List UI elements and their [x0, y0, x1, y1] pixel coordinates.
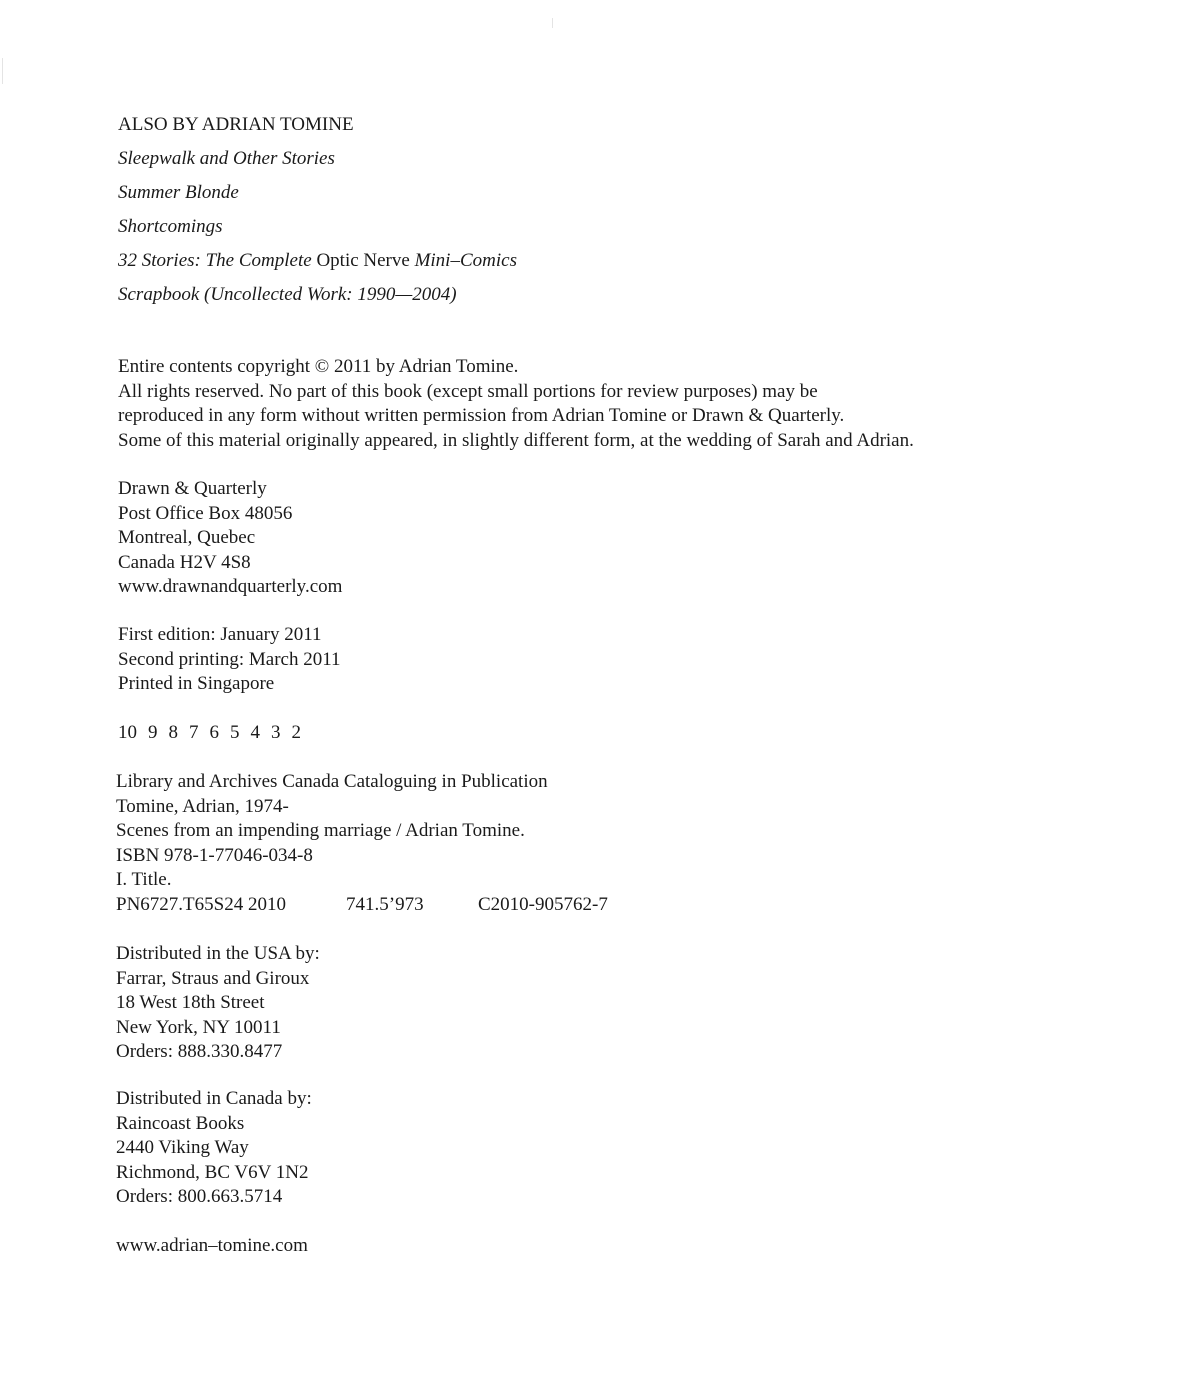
- book-title: Shortcomings: [118, 216, 223, 237]
- edition-line: Second printing: March 2011: [118, 648, 341, 670]
- cip-line: Tomine, Adrian, 1974-: [116, 795, 289, 817]
- printer-key: [118, 721, 312, 746]
- distributor-heading: Distributed in Canada by:: [116, 1088, 312, 1109]
- printing-number: 8: [168, 722, 178, 743]
- printing-number: 7: [189, 722, 199, 743]
- cip-line: Scenes from an impending marriage / Adrian Tomine.: [116, 820, 525, 841]
- distributor-heading: Distributed in the USA by:: [116, 943, 320, 964]
- book-title: [118, 248, 517, 274]
- distributor-name: Farrar, Straus and Giroux: [116, 967, 310, 989]
- copyright-line: Entire contents copyright © 2011 by Adrian Tomine.: [118, 356, 519, 377]
- printing-number: 3: [271, 722, 281, 743]
- scan-edge-mark: [2, 58, 3, 84]
- printing-number: 6: [209, 722, 219, 743]
- book-title-part: 32 Stories: The Complete: [118, 250, 312, 271]
- copyright-notice: [118, 355, 914, 453]
- cip-line: Library and Archives Canada Cataloguing in Publication: [116, 771, 548, 792]
- publisher-address: [118, 477, 342, 600]
- printing-number: 4: [250, 722, 260, 743]
- scan-speck: [552, 18, 553, 28]
- printing-number: 5: [230, 722, 240, 743]
- publisher-website: www.drawnandquarterly.com: [118, 576, 343, 597]
- book-title-roman-part: Optic Nerve: [316, 250, 410, 271]
- printing-number: 2: [291, 722, 301, 743]
- call-numbers: [116, 893, 608, 918]
- copyright-line: reproduced in any form without written permission from Adrian Tomine or Drawn & Quarterly.: [118, 405, 845, 426]
- distributor-name: Raincoast Books: [116, 1112, 245, 1134]
- cip-line: I. Title.: [116, 869, 172, 890]
- distributor-usa: [116, 942, 320, 1065]
- address-line: Richmond, BC V6V 1N2: [116, 1161, 309, 1183]
- edition-line: First edition: January 2011: [118, 624, 322, 645]
- copyright-line: All rights reserved. No part of this book (except small portions for review purposes) may be: [118, 380, 818, 402]
- book-title-part: Mini–Comics: [414, 250, 517, 271]
- isbn: ISBN 978-1-77046-034-8: [116, 844, 313, 866]
- book-title: Sleepwalk and Other Stories: [118, 148, 335, 169]
- orders-phone: Orders: 888.330.8477: [116, 1041, 283, 1062]
- cataloguing-in-publication: [116, 770, 608, 917]
- website-url: www.adrian–tomine.com: [116, 1235, 308, 1256]
- copyright-line: Some of this material originally appeared, in slightly different form, at the wedding of Sarah and Adrian.: [118, 429, 914, 451]
- edition-info: [118, 623, 341, 697]
- call-number: PN6727.T65S24 2010: [116, 893, 286, 915]
- book-title: Summer Blonde: [118, 182, 239, 203]
- printing-number: 9: [148, 722, 158, 743]
- printing-number: 10: [118, 722, 137, 743]
- publisher-name: Drawn & Quarterly: [118, 478, 267, 499]
- call-number: C2010-905762-7: [478, 893, 608, 915]
- address-line: Montreal, Quebec: [118, 527, 256, 548]
- call-number: 741.5’973: [346, 893, 424, 915]
- book-title: Scrapbook (Uncollected Work: 1990—2004): [118, 284, 457, 305]
- orders-phone: Orders: 800.663.5714: [116, 1186, 283, 1207]
- address-line: 2440 Viking Way: [116, 1137, 249, 1158]
- address-line: 18 West 18th Street: [116, 992, 265, 1013]
- author-website: [116, 1234, 308, 1259]
- address-line: Canada H2V 4S8: [118, 551, 251, 573]
- edition-line: Printed in Singapore: [118, 673, 275, 694]
- address-line: Post Office Box 48056: [118, 502, 293, 524]
- also-by-section: [118, 112, 517, 316]
- address-line: New York, NY 10011: [116, 1016, 281, 1038]
- distributor-canada: [116, 1087, 312, 1210]
- also-by-heading: ALSO BY ADRIAN TOMINE: [118, 114, 354, 135]
